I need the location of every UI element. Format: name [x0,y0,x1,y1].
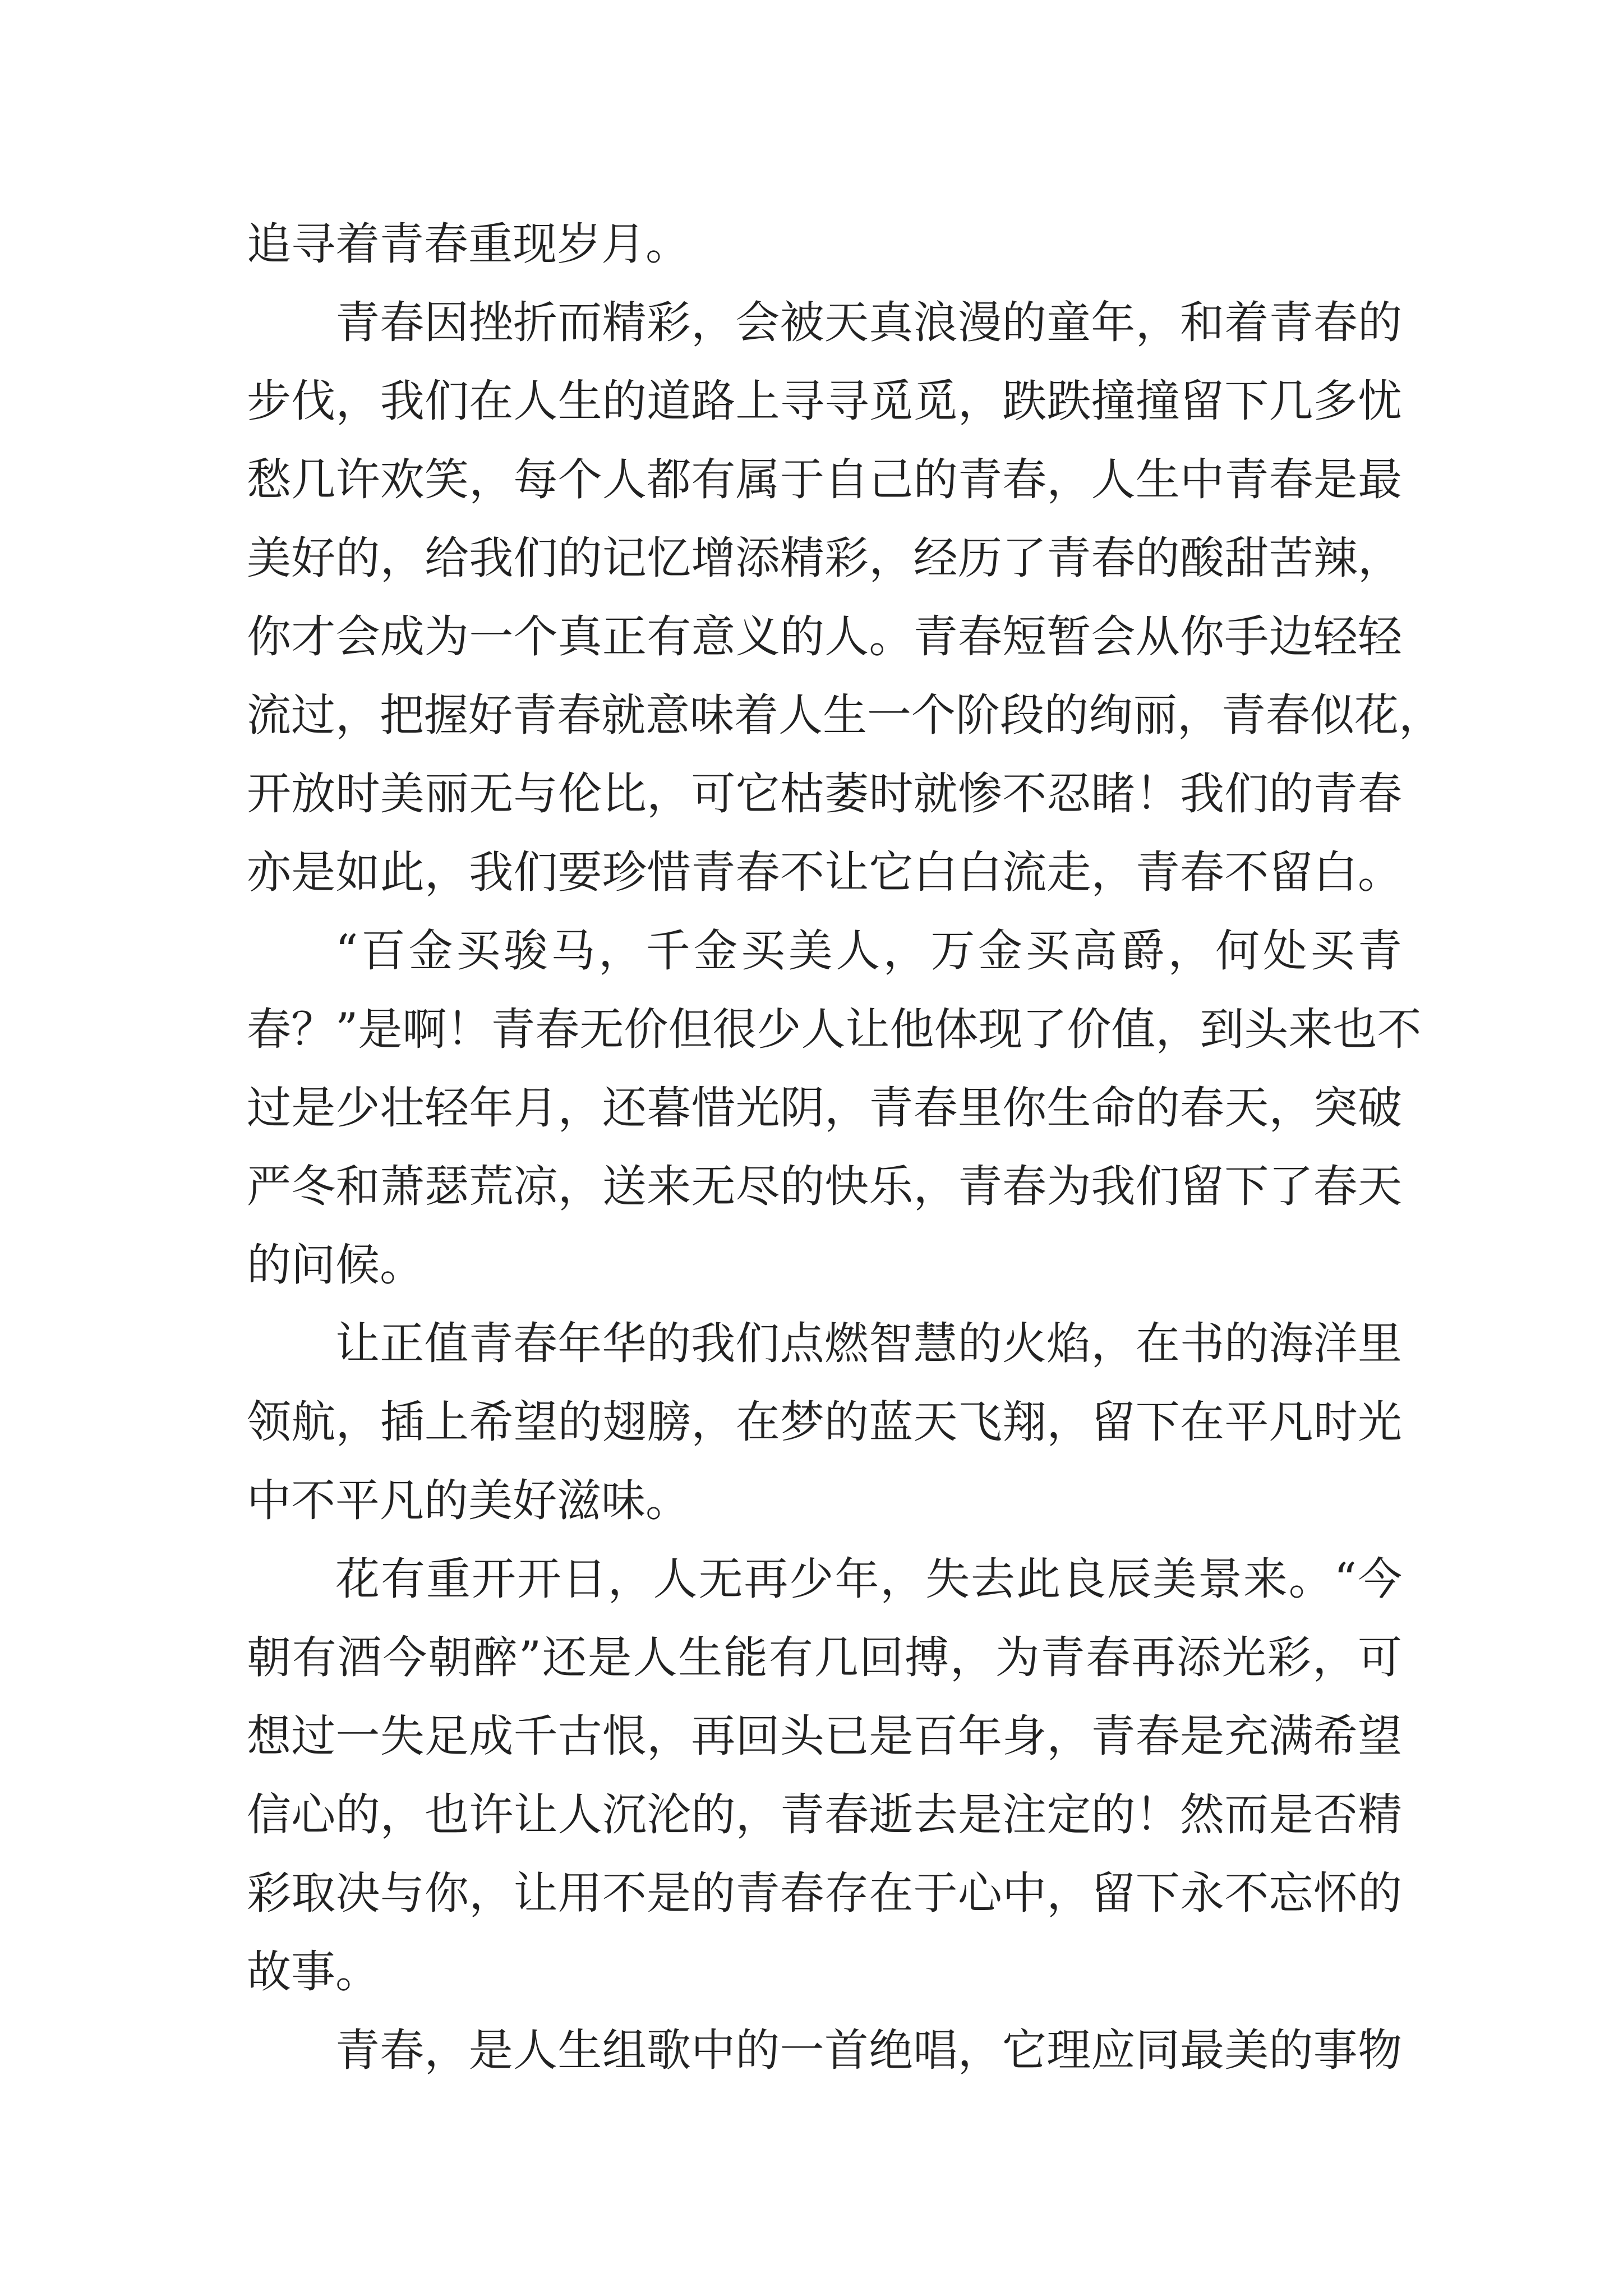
text-line: 亦是如此，我们要珍惜青春不让它白白流走，青春不留白。 [247,846,1402,898]
text-line: 开放时美丽无与伦比，可它枯萎时就惨不忍睹！我们的青春 [247,768,1402,820]
text-line: 彩取决与你，让用不是的青春存在于心中，留下永不忘怀的 [247,1867,1402,1919]
text-line: 领航，插上希望的翅膀，在梦的蓝天飞翔，留下在平凡时光 [247,1396,1402,1448]
text-line: 信心的，也许让人沉沦的，青春逝去是注定的！然而是否精 [247,1789,1402,1841]
text-line: 故事。 [247,1946,380,1998]
text-line: 花有重开开日，人无再少年，失去此良辰美景来。“今 [335,1553,1402,1605]
text-line: 步伐，我们在人生的道路上寻寻觅觅，跌跌撞撞留下几多忧 [247,375,1402,427]
text-line: 你才会成为一个真正有意义的人。青春短暂会从你手边轻轻 [247,611,1402,662]
text-line: 青春，是人生组歌中的一首绝唱，它理应同最美的事物 [335,2024,1402,2076]
text-line: 想过一失足成千古恨，再回头已是百年身，青春是充满希望 [247,1710,1402,1762]
text-line: 愁几许欢笑，每个人都有属于自己的青春，人生中青春是最 [247,454,1402,505]
text-line: 流过，把握好青春就意味着人生一个阶段的绚丽，青春似花， [247,689,1443,741]
text-line: 过是少壮轻年月，还暮惜光阴，青春里你生命的春天，突破 [247,1082,1402,1134]
text-line: 美好的，给我们的记忆增添精彩，经历了青春的酸甜苦辣， [247,532,1402,584]
text-line: “百金买骏马，千金买美人，万金买高爵，何处买青 [335,925,1402,977]
text-line: 追寻着青春重现岁月。 [247,218,690,270]
text-line: 朝有酒今朝醉”还是人生能有几回搏，为青春再添光彩，可 [247,1632,1402,1683]
text-line: 严冬和萧瑟荒凉，送来无尽的快乐，青春为我们留下了春天 [247,1161,1402,1212]
text-line: 春？”是啊！青春无价但很少人让他体现了价值，到头来也不 [247,1004,1422,1055]
text-line: 青春因挫折而精彩，会被天真浪漫的童年，和着青春的 [335,297,1402,348]
text-line: 中不平凡的美好滋味。 [247,1475,690,1526]
text-line: 让正值青春年华的我们点燃智慧的火焰，在书的海洋里 [335,1318,1402,1369]
text-line: 的问候。 [247,1239,424,1291]
